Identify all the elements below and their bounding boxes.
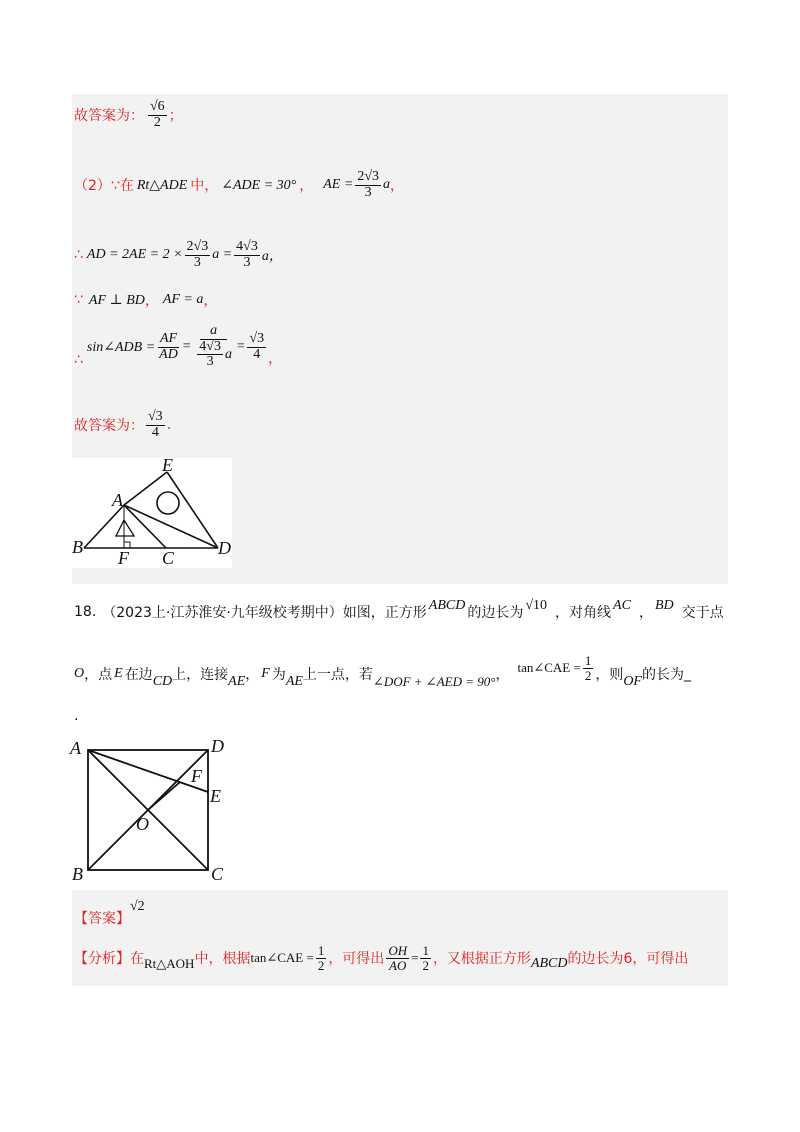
label-B: B	[72, 864, 83, 884]
numerator: 4√3	[236, 239, 258, 254]
answer-value: √2	[130, 899, 145, 914]
label-O: O	[136, 814, 149, 834]
denominator: AO	[389, 957, 407, 973]
text-segment: 如图，正方形	[342, 605, 427, 621]
part2-line-4	[74, 322, 282, 370]
text-segment: 的长为	[641, 667, 684, 684]
math-ae: AE =	[323, 177, 354, 193]
numerator: 1	[422, 943, 429, 958]
text-segment: 上，连接	[172, 667, 229, 684]
answer-tag: 【答案】	[74, 911, 130, 927]
text-segment: ，又根据正方形	[432, 951, 531, 968]
label-D: D	[211, 736, 224, 756]
fraction	[234, 240, 260, 270]
math-side-length: √10	[525, 598, 548, 613]
math-expr: =	[181, 339, 192, 355]
answer-fraction	[148, 100, 167, 130]
label-C: C	[211, 864, 224, 884]
answer-row	[74, 898, 145, 928]
math-expr: sin∠ADB =	[86, 339, 156, 355]
text-segment: ，点	[84, 667, 113, 684]
text-segment: 上一点，若	[302, 667, 373, 684]
numerator: √3	[148, 409, 163, 424]
text-segment: （2）∵在	[74, 178, 134, 195]
numerator: √3	[249, 330, 265, 346]
fraction	[420, 944, 431, 972]
fraction	[157, 332, 180, 362]
fraction	[583, 654, 594, 682]
text-segment: 的边长为	[467, 605, 524, 621]
math-expr: AF ⊥ BD	[88, 292, 145, 308]
math-var: a	[224, 346, 232, 362]
text-segment: 中，根据	[194, 951, 251, 968]
text-segment: ，	[245, 667, 260, 684]
answer-denominator: 2	[153, 114, 161, 130]
text-segment: ，可得出	[328, 951, 385, 968]
part2-line-3	[74, 290, 217, 310]
label-D: D	[218, 538, 231, 558]
question-number: 18.	[74, 604, 97, 620]
text-segment: ，	[638, 605, 653, 621]
numerator: 2√3	[357, 169, 379, 184]
fraction	[386, 944, 409, 972]
label-B: B	[72, 537, 83, 557]
text-segment: ，	[203, 293, 218, 309]
because-symbol: ∵	[74, 292, 83, 308]
text-segment: 的边长为6，可得出	[567, 951, 689, 968]
numerator: 4√3	[199, 338, 221, 354]
analysis-row	[74, 944, 688, 972]
q18-line-3	[74, 708, 78, 724]
text-segment: 在	[130, 951, 144, 968]
answer-suffix: ；	[168, 108, 183, 125]
math-expr: a，	[261, 249, 283, 265]
geometry-figure-2	[68, 736, 238, 886]
denominator: 2	[422, 957, 429, 973]
math-angle: ∠ADE = 30°	[221, 177, 297, 193]
math-expr: =	[235, 339, 246, 355]
answer-suffix: .	[166, 417, 172, 434]
math-expr: AF = a	[162, 292, 204, 307]
numerator: AF	[159, 330, 178, 346]
math-expr: a =	[212, 247, 233, 263]
numerator: a	[200, 324, 227, 340]
text-segment: ，	[299, 178, 314, 195]
answer-prefix: 故答案为：	[74, 418, 144, 435]
part2-line-2	[74, 240, 283, 270]
denominator: 4	[151, 424, 159, 440]
numerator: 1	[317, 943, 325, 958]
math-of: OF	[623, 674, 642, 690]
q18-line-1	[74, 598, 724, 622]
answer-line-2	[74, 410, 171, 440]
denominator: 3	[193, 254, 201, 270]
text-segment: ，对角线	[555, 605, 612, 621]
math-expr: AD = 2AE = 2 ×	[86, 247, 183, 263]
math-e: E	[114, 666, 123, 682]
text-segment: 为	[271, 667, 286, 684]
answer-fraction	[146, 410, 165, 440]
text-segment: ，	[144, 293, 159, 309]
fraction	[316, 944, 327, 972]
text-segment: ，则	[595, 667, 624, 684]
math-f: F	[261, 666, 270, 682]
denominator: 3	[243, 254, 251, 270]
question-source: （2023上·江苏淮安·九年级校考期中）	[102, 605, 343, 621]
math-o: O	[74, 666, 85, 682]
answer-prefix: 故答案为：	[74, 108, 144, 125]
text-segment: ，	[390, 178, 404, 195]
answer-numerator: √6	[150, 99, 165, 114]
therefore-symbol: ∴	[74, 352, 83, 368]
math-ae: AE	[285, 674, 303, 690]
label-A: A	[112, 490, 123, 510]
denominator: AD	[159, 346, 178, 362]
text-segment: 在边	[124, 667, 153, 684]
therefore-symbol: ∴	[74, 247, 83, 264]
math-ac: AC	[613, 598, 631, 613]
numerator: 2√3	[186, 239, 209, 254]
math-tan: tan∠CAE =	[250, 950, 314, 966]
text-segment: 中，	[190, 178, 219, 195]
q18-line-2	[74, 653, 691, 690]
complex-fraction	[193, 324, 234, 370]
numerator: 1	[584, 653, 592, 668]
math-cd: CD	[152, 674, 173, 690]
math-ae: AE	[228, 674, 246, 690]
math-eq: =	[411, 950, 419, 966]
math-condition: ∠DOF + ∠AED = 90°	[372, 674, 496, 690]
denominator: 3	[206, 354, 214, 370]
analysis-tag: 【分析】	[74, 951, 130, 968]
math-abcd: ABCD	[428, 598, 466, 613]
numerator: OH	[388, 943, 408, 958]
denominator: 3	[364, 184, 372, 200]
math-bd: BD	[654, 598, 674, 613]
label-E: E	[162, 458, 173, 475]
label-F: F	[191, 766, 202, 786]
inner-fraction	[197, 340, 223, 370]
geometry-figure-1	[72, 458, 232, 568]
math-rt-triangle: Rt△ADE	[136, 177, 188, 193]
math-tan: tan∠CAE =	[517, 660, 581, 676]
segment-OF	[148, 782, 180, 810]
math-rt-triangle: Rt△AOH	[144, 956, 195, 972]
text-segment: ，	[495, 667, 510, 684]
denominator	[193, 340, 234, 370]
answer-line-1	[74, 100, 183, 130]
text-segment: ，	[268, 351, 283, 368]
denominator: 4	[253, 346, 261, 362]
text-segment: .	[74, 708, 79, 724]
fraction	[247, 332, 266, 362]
denominator: 2	[584, 667, 592, 683]
segment-AE	[88, 750, 208, 792]
part2-line-1	[74, 170, 404, 200]
label-A: A	[70, 738, 81, 758]
text-segment: 交于点	[681, 605, 724, 621]
denominator: 2	[317, 957, 325, 973]
math-abcd: ABCD	[530, 956, 568, 972]
figure-background	[72, 458, 232, 568]
fraction	[185, 240, 211, 270]
math-var: a	[383, 177, 390, 193]
sin-expression	[87, 324, 282, 370]
label-C: C	[162, 548, 175, 568]
fraction	[355, 170, 381, 200]
label-E: E	[210, 786, 221, 806]
label-F: F	[118, 548, 129, 568]
answer-blank[interactable]: _	[683, 666, 691, 683]
